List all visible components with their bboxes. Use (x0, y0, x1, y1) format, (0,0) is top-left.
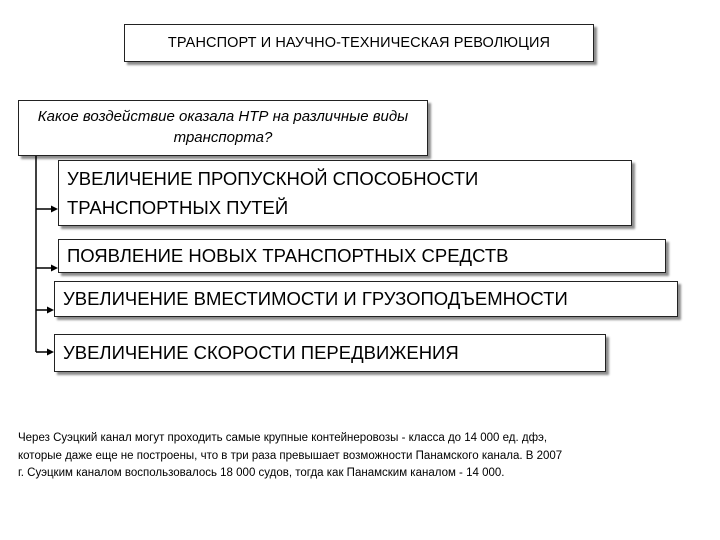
effect-box-speed (54, 334, 606, 372)
arrow-to-effect-0 (36, 206, 58, 213)
effect-box-new-vehicles (58, 239, 666, 273)
question-text: Какое воздействие оказала НТР на различные виды транспорта? (37, 108, 409, 146)
arrow-to-effect-1 (36, 265, 58, 272)
effect-box-throughput (58, 160, 632, 226)
effect-label: УВЕЛИЧЕНИЕ ПРОПУСКНОЙ СПОСОБНОСТИ ТРАНСПОРТНЫХ ПУТЕЙ (67, 168, 479, 218)
arrow-to-effect-3 (36, 349, 54, 356)
effect-label: ПОЯВЛЕНИЕ НОВЫХ ТРАНСПОРТНЫХ СРЕДСТВ (67, 245, 509, 266)
arrowhead-icon (47, 349, 54, 356)
suez-canal-note: Через Суэцкий канал могут проходить самые крупные контейнеровозы - класса до 14 000 ед. дфэ, которые даже еще не построены, что в три раза превышает возможности Панамского канала. В 2007 г. Суэцким каналом воспользовалось 18 000 судов, тогда как Панамским каналом - 14 000. (18, 432, 563, 479)
effect-label: УВЕЛИЧЕНИЕ ВМЕСТИМОСТИ И ГРУЗОПОДЪЕМНОСТИ (63, 288, 568, 309)
title-box (124, 24, 594, 62)
question-box (18, 100, 428, 156)
effect-label: УВЕЛИЧЕНИЕ СКОРОСТИ ПЕРЕДВИЖЕНИЯ (63, 342, 459, 363)
arrowhead-icon (47, 307, 54, 314)
effect-box-capacity (54, 281, 678, 317)
diagram-title: ТРАНСПОРТ И НАУЧНО-ТЕХНИЧЕСКАЯ РЕВОЛЮЦИЯ (167, 35, 551, 51)
arrow-to-effect-2 (36, 307, 54, 314)
arrowhead-icon (51, 206, 58, 213)
arrowhead-icon (51, 265, 58, 272)
